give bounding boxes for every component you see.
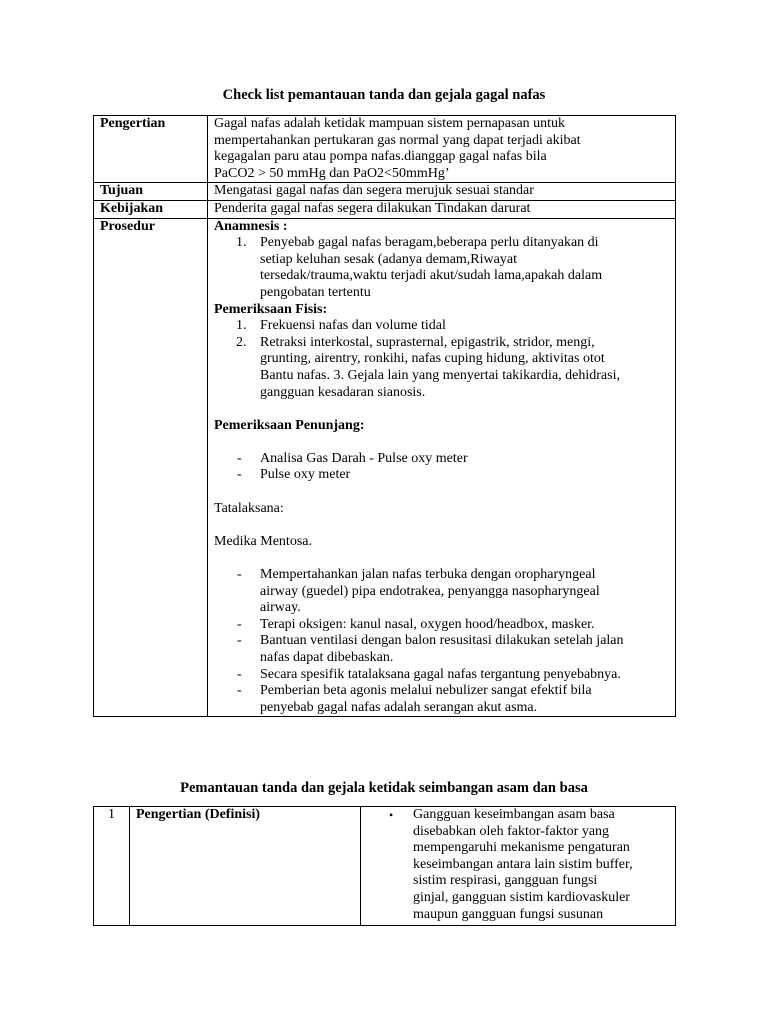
item-line: Penyebab gagal nafas beragam,beberapa perlu ditanyakan di [260,235,599,251]
acid-base-table [93,806,676,926]
checklist-title: Check list pemantauan tanda dan gejala gagal nafas [222,87,546,103]
row-tujuan [94,183,676,201]
label-prosedur: Prosedur [94,218,208,717]
checklist-table [93,115,676,717]
value-tujuan: Mengatasi gagal nafas dan segera merujuk sesuai standar [208,183,676,201]
list-number: 2. [236,334,247,350]
list-item [214,235,671,301]
value-pengertian [208,116,676,183]
fisis-list [214,318,671,401]
item-line: Bantu nafas. 3. Gejala lain yang menyertai takikardia, dehidrasi, [260,367,620,383]
spacer [214,517,671,534]
spacer [214,550,671,567]
row-pengertian [94,116,676,183]
item-line: Pulse oxy meter [260,467,351,483]
list-dash: - [237,450,242,466]
medika-list [214,567,671,716]
list-dash: - [237,683,242,699]
spacer [214,484,671,501]
tatalaksana-label: Tatalaksana: [214,500,284,516]
label-tujuan: Tujuan [94,183,208,201]
list-dash: - [237,633,242,649]
value-kebijakan: Penderita gagal nafas segera dilakukan Tindakan darurat [208,200,676,218]
spacer [214,434,671,451]
item-line: Gangguan keseimbangan asam basa [413,807,615,822]
row-number: 1 [94,807,130,926]
item-line: grunting, airentry, ronkihi, nafas cuping hidung, aktivitas otot [260,351,605,367]
label-pengertian: Pengertian [94,116,208,183]
item-line: setiap keluhan sesak (adanya demam,Riwayat [260,251,517,267]
value-definisi [361,807,676,926]
item-line: Secara spesifik tatalaksana gagal nafas tergantung penyebabnya. [260,666,621,682]
list-number: 1. [236,235,247,251]
spacer [214,401,671,418]
anamnesis-list [214,235,671,301]
list-item [214,467,671,484]
pengertian-line: Gagal nafas adalah ketidak mampuan sistem pernapasan untuk [214,116,566,131]
item-line: ginjal, gangguan sistim kardiovaskuler [413,889,630,905]
list-item [214,318,671,335]
list-item [214,567,671,617]
fisis-heading: Pemeriksaan Fisis: [214,301,328,317]
list-item [214,633,671,666]
bullet-icon: • [389,808,394,822]
pengertian-line: kegagalan paru atau pompa nafas.dianggap gagal nafas bila [214,149,547,165]
row-kebijakan [94,200,676,218]
item-line: airway (guedel) pipa endotrakea, penyangga nasopharyngeal [260,583,600,599]
row-prosedur [94,218,676,717]
list-number: 1. [236,318,247,334]
item-line: Terapi oksigen: kanul nasal, oxygen hood/headbox, masker. [260,616,595,632]
item-line: Bantuan ventilasi dengan balon resusitasi dilakukan setelah jalan [260,633,624,649]
list-dash: - [237,467,242,483]
list-dash: - [237,616,242,632]
list-item [214,617,671,634]
label-kebijakan: Kebijakan [94,200,208,218]
list-dash: - [237,666,242,682]
pengertian-line: mempertahankan pertukaran gas normal yang dapat terjadi akibat [214,132,581,148]
item-line: airway. [260,600,301,616]
penunjang-heading: Pemeriksaan Penunjang: [214,417,365,433]
medika-label: Medika Mentosa. [214,533,312,549]
item-line: sistim respirasi, gangguan fungsi [413,873,598,889]
penunjang-list [214,451,671,484]
pengertian-line: PaCO2 > 50 mmHg dan PaO2<50mmHg’ [214,165,450,181]
definisi-list [367,807,671,923]
item-line: gangguan kesadaran sianosis. [260,384,426,400]
item-line: mempengaruhi mekanisme pengaturan [413,840,630,856]
item-line: Pemberian beta agonis melalui nebulizer sangat efektif bila [260,683,592,699]
item-line: Mempertahankan jalan nafas terbuka dengan oropharyngeal [260,567,596,583]
label-definisi: Pengertian (Definisi) [130,807,361,926]
item-line: tersedak/trauma,waktu terjadi akut/sudah lama,apakah dalam [260,268,603,284]
item-line: Analisa Gas Darah - Pulse oxy meter [260,450,468,466]
item-line: maupun gangguan fungsi susunan [413,906,604,922]
anamnesis-heading: Anamnesis : [214,218,288,234]
acid-base-title: Pemantauan tanda dan gejala ketidak seimbangan asam dan basa [180,780,588,796]
item-line: disebabkan oleh faktor-faktor yang [413,823,610,839]
list-item [214,667,671,684]
item-line: keseimbangan antara lain sistim buffer, [413,856,633,872]
list-item [214,683,671,716]
item-line: pengobatan tertentu [260,284,371,300]
list-item [214,335,671,401]
item-line: Frekuensi nafas dan volume tidal [260,318,446,334]
list-dash: - [237,567,242,583]
value-prosedur [208,218,676,717]
item-line: nafas dapat dibebaskan. [260,650,394,665]
table-row [94,807,676,926]
item-line: Retraksi interkostal, suprasternal, epigastrik, stridor, mengi, [260,334,595,350]
list-item [214,451,671,468]
list-item [367,807,671,923]
item-line: penyebab gagal nafas adalah serangan akut asma. [260,699,538,715]
